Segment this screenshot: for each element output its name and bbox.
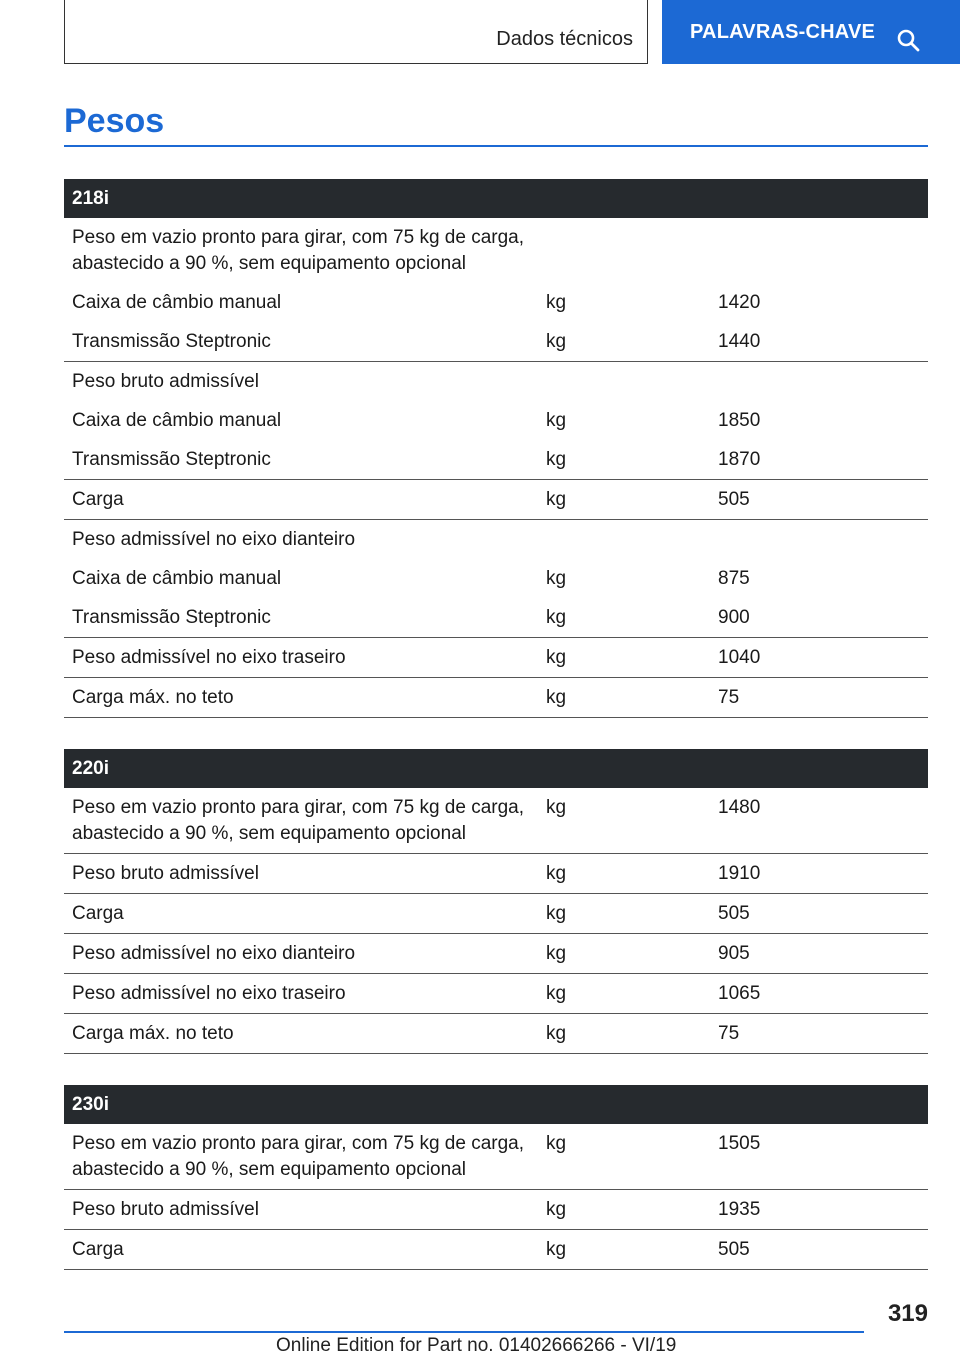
row-value: 1065	[710, 974, 928, 1014]
row-label: Caixa de câmbio manual	[72, 568, 282, 589]
table-row	[64, 1014, 928, 1054]
row-label: Carga máx. no teto	[64, 1014, 538, 1054]
row-unit: kg	[538, 480, 710, 520]
page-header	[0, 0, 960, 66]
row-value: 1870	[710, 440, 928, 480]
table-row	[64, 322, 928, 362]
table-row	[64, 520, 928, 560]
table-row	[64, 1124, 928, 1190]
row-unit: kg	[546, 568, 567, 589]
row-unit: kg	[538, 974, 710, 1014]
row-label: Carga	[64, 480, 538, 520]
row-label: Carga	[64, 894, 538, 934]
row-label: Peso em vazio pronto para girar, com 75 kg de carga, abastecido a 90 %, sem equipamento opcional	[64, 1124, 538, 1190]
row-label: Transmissão Steptronic	[64, 322, 538, 362]
table-row	[64, 1230, 928, 1270]
table-row	[64, 974, 928, 1014]
row-label: Caixa de câmbio manual	[72, 410, 282, 431]
row-unit: kg	[538, 678, 710, 718]
row-unit: kg	[546, 292, 567, 313]
row-unit: kg	[538, 440, 710, 480]
table-row	[64, 934, 928, 974]
weights-table-218i	[64, 179, 928, 718]
keywords-button[interactable]	[662, 0, 960, 64]
row-label: Transmissão Steptronic	[64, 440, 538, 480]
table-row	[64, 854, 928, 894]
row-unit: kg	[538, 638, 710, 678]
title-rule	[64, 145, 928, 147]
row-value: 1910	[710, 854, 928, 894]
row-value: 900	[710, 598, 928, 638]
row-unit: kg	[538, 1124, 710, 1190]
row-label: Transmissão Steptronic	[64, 598, 538, 638]
row-label: Peso bruto admissível	[72, 371, 259, 392]
table-row	[64, 283, 928, 322]
table-row	[64, 362, 928, 402]
row-unit: kg	[546, 410, 567, 431]
row-label: Peso admissível no eixo dianteiro	[64, 934, 538, 974]
row-value: 1480	[710, 788, 928, 854]
row-unit: kg	[538, 788, 710, 854]
table-row	[64, 894, 928, 934]
row-unit	[538, 218, 710, 283]
weights-table-220i	[64, 749, 928, 1054]
keywords-button-label: PALAVRAS-CHAVE	[690, 20, 876, 43]
row-value: 1440	[710, 322, 928, 362]
footer-edition-text: Online Edition for Part no. 01402666266 - VI/19	[276, 1335, 677, 1356]
row-label: Peso bruto admissível	[64, 1190, 538, 1230]
row-unit: kg	[538, 934, 710, 974]
row-value: 505	[710, 1230, 928, 1270]
row-value	[710, 362, 928, 402]
weights-tables	[64, 179, 928, 1301]
row-unit: kg	[538, 1190, 710, 1230]
table-row	[64, 1190, 928, 1230]
section-tab[interactable]	[64, 0, 648, 64]
weights-table-230i	[64, 1085, 928, 1270]
row-unit: kg	[538, 854, 710, 894]
table-model-header: 230i	[64, 1085, 928, 1124]
row-unit	[538, 520, 710, 560]
table-row	[64, 218, 928, 283]
row-unit: kg	[538, 894, 710, 934]
row-label: Peso em vazio pronto para girar, com 75 kg de carga, abastecido a 90 %, sem equipamento opcional	[72, 227, 525, 274]
table-row	[64, 440, 928, 480]
row-label: Peso em vazio pronto para girar, com 75 kg de carga, abastecido a 90 %, sem equipamento opcional	[64, 788, 538, 854]
row-value: 1505	[710, 1124, 928, 1190]
row-value: 505	[710, 480, 928, 520]
table-model-header: 220i	[64, 749, 928, 788]
row-value: 1420	[718, 292, 761, 313]
row-label: Carga	[64, 1230, 538, 1270]
row-unit: kg	[538, 1230, 710, 1270]
row-label: Caixa de câmbio manual	[72, 292, 282, 313]
table-row	[64, 598, 928, 638]
page-title: Pesos	[64, 102, 165, 140]
row-value: 1935	[710, 1190, 928, 1230]
table-model-header: 218i	[64, 179, 928, 218]
row-value: 875	[718, 568, 750, 589]
row-value: 1040	[710, 638, 928, 678]
row-label: Peso admissível no eixo traseiro	[64, 974, 538, 1014]
row-unit: kg	[538, 598, 710, 638]
footer-rule	[64, 1331, 864, 1333]
row-value	[710, 520, 928, 560]
row-value: 75	[710, 678, 928, 718]
table-row	[64, 559, 928, 598]
row-unit: kg	[538, 322, 710, 362]
search-icon	[896, 28, 920, 52]
table-row	[64, 678, 928, 718]
row-value: 1850	[718, 410, 761, 431]
table-row	[64, 788, 928, 854]
row-label: Peso bruto admissível	[64, 854, 538, 894]
row-value	[710, 218, 928, 283]
table-row	[64, 480, 928, 520]
row-label: Peso admissível no eixo dianteiro	[72, 529, 356, 550]
row-value: 505	[710, 894, 928, 934]
row-unit	[538, 362, 710, 402]
row-value: 75	[710, 1014, 928, 1054]
section-label: Dados técnicos	[496, 28, 633, 50]
row-unit: kg	[538, 1014, 710, 1054]
table-row	[64, 638, 928, 678]
row-label: Peso admissível no eixo traseiro	[64, 638, 538, 678]
table-row	[64, 401, 928, 440]
page-number: 319	[887, 1300, 928, 1327]
row-value: 905	[710, 934, 928, 974]
row-label: Carga máx. no teto	[64, 678, 538, 718]
